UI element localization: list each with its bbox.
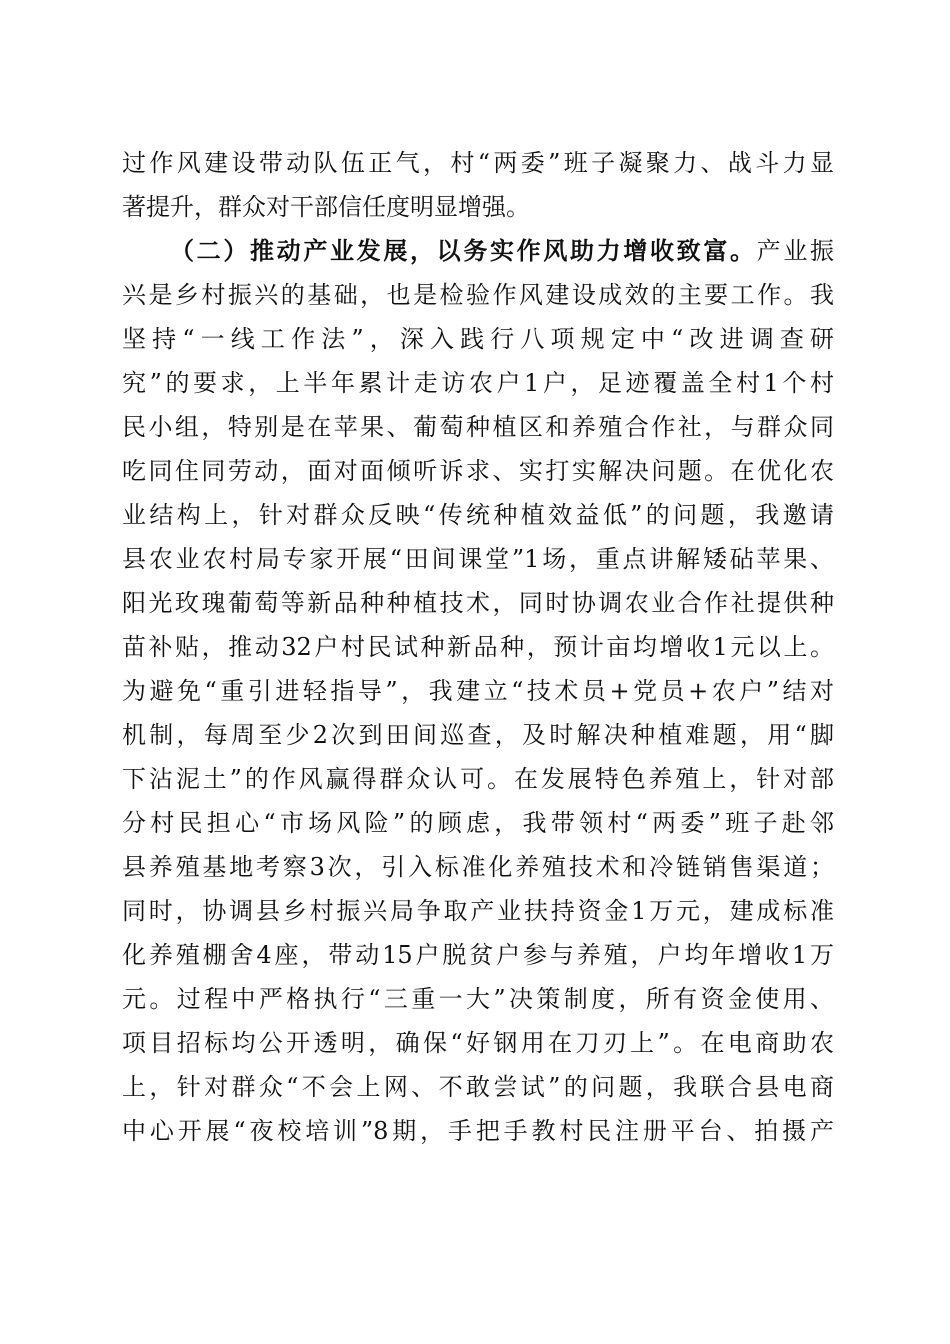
body-text-line: 为避免“重引进轻指导”，我建立“技术员+党员+农户”结对 xyxy=(122,677,834,705)
body-text-line: 下沾泥土”的作风赢得群众认可。在发展特色养殖上，针对部 xyxy=(122,765,834,793)
body-text-line: 上，针对群众“不会上网、不敢尝试”的问题，我联合县电商 xyxy=(122,1073,834,1101)
body-text-line: 分村民担心“市场风险”的顾虑，我带领村“两委”班子赴邻 xyxy=(122,809,834,837)
body-text-line: 著提升，群众对干部信任度明显增强。 xyxy=(122,193,530,221)
body-text-line: 同时，协调县乡村振兴局争取产业扶持资金1万元，建成标准 xyxy=(122,897,834,925)
body-text-line: 吃同住同劳动，面对面倾听诉求、实打实解决问题。在优化农 xyxy=(122,457,834,485)
body-text-line: 究”的要求，上半年累计走访农户1户，足迹覆盖全村1个村 xyxy=(122,369,834,397)
body-text-line: 化养殖棚舍4座，带动15户脱贫户参与养殖，户均年增收1万 xyxy=(122,941,834,969)
body-text-line: 过作风建设带动队伍正气，村“两委”班子凝聚力、战斗力显 xyxy=(122,149,834,177)
body-text-line: 兴是乡村振兴的基础，也是检验作风建设成效的主要工作。我 xyxy=(122,281,834,309)
body-text-line: 项目招标均公开透明，确保“好钢用在刀刃上”。在电商助农 xyxy=(122,1029,834,1057)
section-heading-line xyxy=(170,231,834,271)
body-text-inline: 产业振 xyxy=(756,237,835,265)
body-text-line: 业结构上，针对群众反映“传统种植效益低”的问题，我邀请 xyxy=(122,501,834,529)
body-text-line: 元。过程中严格执行“三重一大”决策制度，所有资金使用、 xyxy=(122,985,834,1013)
body-text-line: 中心开展“夜校培训”8期，手把手教村民注册平台、拍摄产 xyxy=(122,1117,834,1145)
body-text-line: 阳光玫瑰葡萄等新品种种植技术，同时协调农业合作社提供种 xyxy=(122,589,834,617)
body-text-line: 县农业农村局专家开展“田间课堂”1场，重点讲解矮砧苹果、 xyxy=(122,545,834,573)
body-text-line: 民小组，特别是在苹果、葡萄种植区和养殖合作社，与群众同 xyxy=(122,413,834,441)
body-text-line: 机制，每周至少2次到田间巡查，及时解决种植难题，用“脚 xyxy=(122,721,834,749)
body-text-line: 坚持“一线工作法”，深入践行八项规定中“改进调查研 xyxy=(122,325,834,353)
body-text-line: 苗补贴，推动32户村民试种新品种，预计亩均增收1元以上。 xyxy=(122,633,834,661)
body-text-line: 县养殖基地考察3次，引入标准化养殖技术和冷链销售渠道； xyxy=(122,853,834,881)
section-heading: （二）推动产业发展，以务实作风助力增收致富。 xyxy=(170,236,757,265)
